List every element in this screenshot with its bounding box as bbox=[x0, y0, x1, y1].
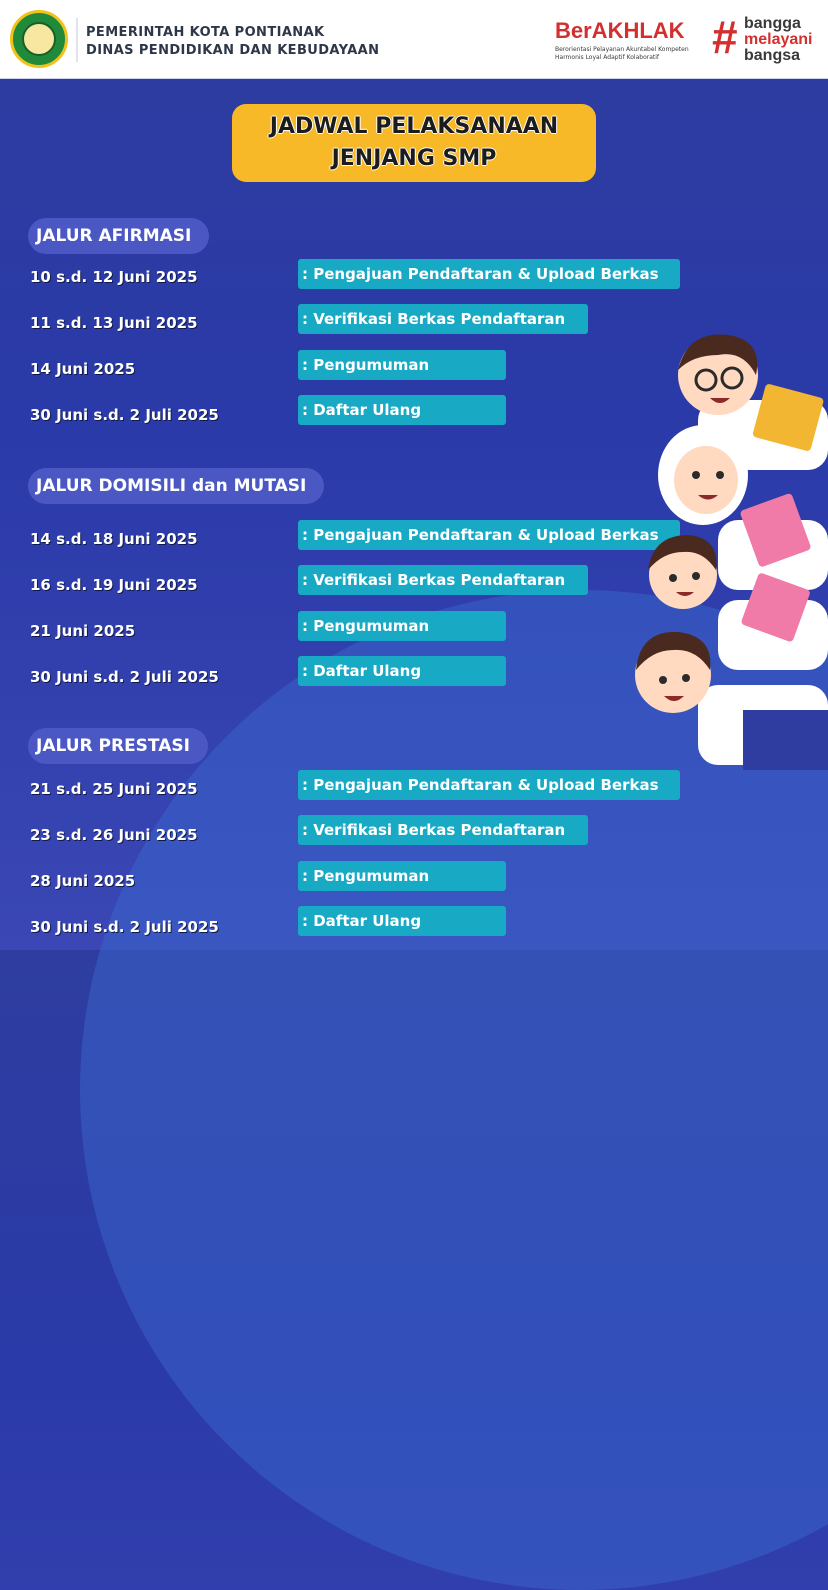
header-divider bbox=[76, 18, 78, 62]
section-prestasi: JALUR PRESTASI bbox=[28, 728, 208, 764]
activity-pill: : Daftar Ulang bbox=[298, 395, 506, 425]
date-label: 11 s.d. 13 Juni 2025 bbox=[30, 314, 198, 332]
date-label: 10 s.d. 12 Juni 2025 bbox=[30, 268, 198, 286]
bangga-word: bangga bbox=[744, 15, 801, 32]
section-afirmasi: JALUR AFIRMASI bbox=[28, 218, 209, 254]
activity-pill: : Verifikasi Berkas Pendaftaran bbox=[298, 815, 588, 845]
berakhlak-tagline: Berorientasi Pelayanan Akuntabel Kompeten Harmonis Loyal Adaptif Kolaboratif bbox=[555, 46, 689, 61]
activity-pill: : Pengumuman bbox=[298, 861, 506, 891]
activity-pill: : Verifikasi Berkas Pendaftaran bbox=[298, 565, 588, 595]
city-emblem-logo bbox=[10, 10, 68, 68]
activity-pill: : Pengajuan Pendaftaran & Upload Berkas bbox=[298, 259, 680, 289]
activity-pill: : Daftar Ulang bbox=[298, 906, 506, 936]
date-label: 16 s.d. 19 Juni 2025 bbox=[30, 576, 198, 594]
header-title bbox=[86, 24, 379, 60]
header-bar bbox=[0, 0, 828, 79]
hashtag-icon: # bbox=[712, 11, 738, 63]
bangga-melayani-bangsa-logo bbox=[744, 16, 812, 64]
date-label: 28 Juni 2025 bbox=[30, 872, 136, 890]
emblem-center bbox=[22, 22, 56, 56]
activity-pill: : Pengajuan Pendaftaran & Upload Berkas bbox=[298, 770, 680, 800]
bangsa-word: bangsa bbox=[744, 47, 801, 64]
melayani-word: melayani bbox=[744, 31, 813, 48]
title-line-1: JADWAL PELAKSANAAN bbox=[269, 114, 559, 139]
header-line-2: DINAS PENDIDIKAN DAN KEBUDAYAAN bbox=[86, 43, 380, 58]
students-illustration bbox=[628, 330, 828, 770]
page-title bbox=[232, 104, 596, 182]
activity-pill: : Daftar Ulang bbox=[298, 656, 506, 686]
date-label: 30 Juni s.d. 2 Juli 2025 bbox=[30, 668, 219, 686]
date-label: 21 s.d. 25 Juni 2025 bbox=[30, 780, 198, 798]
activity-pill: : Pengajuan Pendaftaran & Upload Berkas bbox=[298, 520, 680, 550]
date-label: 21 Juni 2025 bbox=[30, 622, 136, 640]
date-label: 14 s.d. 18 Juni 2025 bbox=[30, 530, 198, 548]
section-domisili-mutasi: JALUR DOMISILI dan MUTASI bbox=[28, 468, 324, 504]
header-line-1: PEMERINTAH KOTA PONTIANAK bbox=[86, 25, 325, 40]
date-label: 14 Juni 2025 bbox=[30, 360, 136, 378]
activity-pill: : Pengumuman bbox=[298, 350, 506, 380]
date-label: 23 s.d. 26 Juni 2025 bbox=[30, 826, 198, 844]
date-label: 30 Juni s.d. 2 Juli 2025 bbox=[30, 406, 219, 424]
date-label: 30 Juni s.d. 2 Juli 2025 bbox=[30, 918, 219, 936]
activity-pill: : Verifikasi Berkas Pendaftaran bbox=[298, 304, 588, 334]
title-line-2: JENJANG SMP bbox=[331, 146, 497, 171]
berakhlak-logo: BerAKHLAK bbox=[555, 18, 685, 43]
activity-pill: : Pengumuman bbox=[298, 611, 506, 641]
